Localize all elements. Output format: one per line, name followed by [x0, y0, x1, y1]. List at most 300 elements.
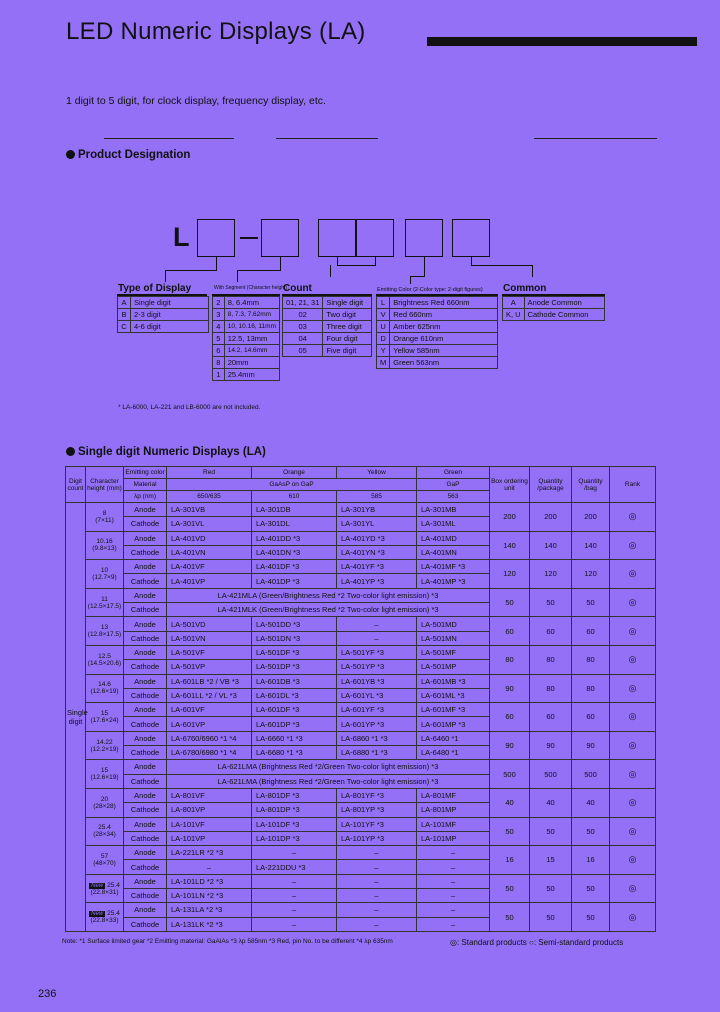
table-row — [213, 321, 280, 333]
connector-line — [165, 270, 217, 271]
table-cell: Cathode Common — [524, 309, 604, 321]
height-cell — [86, 645, 124, 674]
table-row — [66, 788, 656, 802]
part-number-orange: LA-6680 *1 *3 — [252, 746, 337, 760]
part-box — [356, 219, 394, 257]
package-size: (12.5×17.5) — [87, 602, 122, 610]
common-cell: Anode — [124, 560, 167, 574]
part-number-red: LA-101VF — [167, 817, 252, 831]
height-value: 25.4 — [107, 881, 120, 889]
package-size: (22.8×31) — [90, 888, 119, 896]
common-cell: Cathode — [124, 688, 167, 702]
height-cell — [86, 674, 124, 703]
green-header: Green — [417, 467, 490, 479]
table-row — [66, 645, 656, 659]
table-cell: Anode Common — [524, 297, 604, 309]
common-cell: Cathode — [124, 574, 167, 588]
rank-standard-icon: ◎ — [610, 703, 656, 732]
size-header: With Segment (Character height) — [214, 285, 288, 291]
divider-line — [534, 138, 657, 139]
part-number-red: LA-801VP — [167, 803, 252, 817]
pkg-quantity-cell: 50 — [530, 903, 572, 932]
box-quantity-cell: 90 — [490, 731, 530, 760]
part-number-red: LA-801VF — [167, 788, 252, 802]
part-number-orange: LA-501DP *3 — [252, 660, 337, 674]
height-cell — [86, 703, 124, 732]
common-cell: Cathode — [124, 603, 167, 617]
common-cell: Cathode — [124, 746, 167, 760]
package-size: (12.7×9) — [92, 573, 117, 581]
part-number-red: LA-101VP — [167, 831, 252, 845]
part-number-red: LA-601VP — [167, 717, 252, 731]
bag-quantity-cell: 140 — [572, 531, 610, 560]
part-number-green: LA-401MF *3 — [417, 560, 490, 574]
common-cell: Cathode — [124, 717, 167, 731]
table-row — [503, 309, 605, 321]
table-cell: Yellow 585nm — [390, 345, 498, 357]
part-number-green: LA-801MF — [417, 788, 490, 802]
digit-count-header: Digit count — [66, 467, 86, 503]
table-cell: C — [118, 321, 131, 333]
connector-line — [410, 276, 411, 284]
table-cell: Green 563nm — [390, 357, 498, 369]
part-number-yellow: LA-501YF *3 — [337, 645, 417, 659]
wl-green: 563 — [417, 491, 490, 503]
common-cell: Anode — [124, 645, 167, 659]
package-size: (12.6×19) — [90, 688, 119, 696]
package-size: (12.6×19) — [90, 774, 119, 782]
part-number-green: LA-6480 *1 — [417, 746, 490, 760]
table-cell: 8 — [213, 357, 225, 369]
table-header-row — [66, 467, 656, 479]
box-quantity-cell: 60 — [490, 617, 530, 646]
box-quantity-cell: 80 — [490, 645, 530, 674]
part-number-green: – — [417, 903, 490, 917]
part-number-red: LA-601VF — [167, 703, 252, 717]
gap-header: GaP — [417, 479, 490, 491]
table-row — [66, 703, 656, 717]
bag-quantity-cell: 60 — [572, 617, 610, 646]
part-number-red: LA-501VP — [167, 660, 252, 674]
single-digit-table — [65, 466, 656, 932]
table-cell: 2 — [213, 297, 225, 309]
part-number-green: LA-401MP *3 — [417, 574, 490, 588]
common-cell: Anode — [124, 503, 167, 517]
common-cell: Cathode — [124, 631, 167, 645]
part-number-green: – — [417, 874, 490, 888]
table-cell: L — [377, 297, 390, 309]
bag-quantity-cell: 90 — [572, 731, 610, 760]
part-number-red: – — [167, 860, 252, 874]
bag-quantity-cell: 50 — [572, 903, 610, 932]
height-cell — [86, 617, 124, 646]
page-number: 236 — [38, 988, 57, 1000]
box-quantity-cell: 200 — [490, 503, 530, 532]
height-cell — [86, 788, 124, 817]
table-cell: 03 — [283, 321, 323, 333]
package-size: (48×70) — [93, 859, 116, 867]
common-cell: Cathode — [124, 917, 167, 931]
part-number-orange: LA-501DD *3 — [252, 617, 337, 631]
table-row — [66, 760, 656, 774]
part-number-green: LA-801MP — [417, 803, 490, 817]
designation-heading — [66, 149, 190, 161]
height-cell — [86, 503, 124, 532]
bag-quantity-cell: 120 — [572, 560, 610, 589]
part-number-yellow: LA-401YD *3 — [337, 531, 417, 545]
part-number-red: LA-6780/6980 *1 *4 — [167, 746, 252, 760]
table-cell: 5 — [213, 333, 225, 345]
wl-orange: 610 — [252, 491, 337, 503]
part-number-red: LA-301VL — [167, 517, 252, 531]
part-number-yellow: – — [337, 917, 417, 931]
table-cell: Red 660nm — [390, 309, 498, 321]
divider-line — [104, 138, 234, 139]
size-table — [212, 296, 280, 381]
table-row — [377, 357, 498, 369]
table-row — [213, 357, 280, 369]
part-number-red: LA-401VN — [167, 545, 252, 559]
color-label-header: Emitting color — [124, 467, 167, 479]
part-number-green: LA-601MP *3 — [417, 717, 490, 731]
part-number-green: LA-301ML — [417, 517, 490, 531]
part-number-orange: LA-401DP *3 — [252, 574, 337, 588]
common-cell: Cathode — [124, 774, 167, 788]
table-cell: Four digit — [323, 333, 372, 345]
package-size: (22.8×33) — [90, 917, 119, 925]
part-number-cell: LA-621LMA (Brightness Red *2/Green Two-color light emission) *3 — [167, 774, 490, 788]
height-cell — [86, 874, 124, 903]
rank-standard-icon: ◎ — [610, 874, 656, 903]
rank-standard-icon: ◎ — [610, 903, 656, 932]
rank-standard-icon: ◎ — [610, 731, 656, 760]
height-value: 57 — [100, 852, 109, 860]
part-number-red: LA-221LR *2 *3 — [167, 846, 252, 860]
table-cell: Five digit — [323, 345, 372, 357]
part-number-red: LA-401VD — [167, 531, 252, 545]
height-value: 15 — [100, 767, 109, 775]
table-cell: A — [118, 297, 131, 309]
bag-quantity-cell: 60 — [572, 703, 610, 732]
table-row — [283, 333, 372, 345]
box-quantity-cell: 50 — [490, 903, 530, 932]
table-cell: 3 — [213, 309, 225, 321]
rank-standard-icon: ◎ — [610, 617, 656, 646]
part-number-yellow: LA-501YP *3 — [337, 660, 417, 674]
part-number-red: LA-501VF — [167, 645, 252, 659]
package-size: (28×34) — [93, 831, 116, 839]
part-number-green: LA-301MB — [417, 503, 490, 517]
box-quantity-cell: 40 — [490, 788, 530, 817]
common-cell: Cathode — [124, 660, 167, 674]
part-number-yellow: – — [337, 889, 417, 903]
part-number-green: – — [417, 846, 490, 860]
box-quantity-cell: 90 — [490, 674, 530, 703]
connector-line — [280, 257, 281, 270]
connector-line — [240, 237, 258, 239]
pkg-quantity-cell: 140 — [530, 531, 572, 560]
digit-count-cell: Single digit — [66, 503, 86, 932]
part-number-green: – — [417, 917, 490, 931]
part-number-green: – — [417, 889, 490, 903]
table-cell: 02 — [283, 309, 323, 321]
yellow-header: Yellow — [337, 467, 417, 479]
common-cell: Cathode — [124, 803, 167, 817]
part-number-orange: LA-101DP *3 — [252, 831, 337, 845]
table-cell: 2-3 digit — [131, 309, 209, 321]
box-quantity-cell: 50 — [490, 874, 530, 903]
table-row — [66, 617, 656, 631]
pkg-quantity-cell: 60 — [530, 703, 572, 732]
table-cell: 1 — [213, 369, 225, 381]
part-number-green: LA-101MP — [417, 831, 490, 845]
part-number-red: LA-501VD — [167, 617, 252, 631]
part-number-yellow: LA-401YP *3 — [337, 574, 417, 588]
part-number-green: LA-101MF — [417, 817, 490, 831]
connector-line — [532, 265, 533, 277]
part-number-yellow: – — [337, 846, 417, 860]
bag-quantity-cell: 16 — [572, 846, 610, 875]
part-number-yellow: LA-101YP *3 — [337, 831, 417, 845]
height-value: 10.16 — [96, 538, 113, 546]
part-number-orange: LA-501DN *3 — [252, 631, 337, 645]
page-title: LED Numeric Displays (LA) — [66, 18, 366, 45]
table-cell: 8, 6.4mm — [224, 297, 279, 309]
table-row — [503, 297, 605, 309]
footnote: Note: *1 Surface limited gear *2 Emitting material: GaAlAs *3 λp 585nm *3 Red, pin No. to be different *4 λp 635nm — [62, 938, 393, 945]
color-table — [376, 296, 498, 369]
pkg-quantity-cell: 80 — [530, 645, 572, 674]
part-number-yellow: – — [337, 860, 417, 874]
height-cell — [86, 560, 124, 589]
part-number-yellow: – — [337, 874, 417, 888]
table-row — [377, 321, 498, 333]
table-cell: Amber 625nm — [390, 321, 498, 333]
height-cell — [86, 846, 124, 875]
part-number-green: LA-501MF — [417, 645, 490, 659]
rank-standard-icon: ◎ — [610, 846, 656, 875]
qty-bag-header: Quantity /bag — [572, 467, 610, 503]
common-table — [502, 296, 605, 321]
pkg-quantity-cell: 200 — [530, 503, 572, 532]
count-table — [282, 296, 372, 357]
package-size: (9.8×13) — [92, 545, 117, 553]
package-size: (12.2×19) — [90, 745, 119, 753]
height-value: 12.5 — [98, 652, 111, 660]
bag-quantity-cell: 50 — [572, 817, 610, 846]
part-number-yellow: LA-6860 *1 *3 — [337, 731, 417, 745]
bullet-icon — [66, 150, 75, 159]
part-number-orange: – — [252, 874, 337, 888]
common-cell: Anode — [124, 531, 167, 545]
pkg-quantity-cell: 50 — [530, 588, 572, 617]
table-row — [213, 297, 280, 309]
table-row — [118, 297, 209, 309]
height-value: 20 — [100, 795, 109, 803]
box-unit-header: Box ordering unit — [490, 467, 530, 503]
connector-line — [237, 270, 281, 271]
package-size: (14.5×20.6) — [87, 659, 122, 667]
table-cell: V — [377, 309, 390, 321]
pkg-quantity-cell: 90 — [530, 731, 572, 760]
table-row — [213, 369, 280, 381]
part-number-orange: LA-301DL — [252, 517, 337, 531]
part-number-orange: – — [252, 846, 337, 860]
part-number-orange: – — [252, 889, 337, 903]
material-label-header: Material — [124, 479, 167, 491]
part-number-orange: LA-801DF *3 — [252, 788, 337, 802]
part-number-cell: LA-421MLK (Green/Brightness Red *2 Two-color light emission) *3 — [167, 603, 490, 617]
height-cell — [86, 588, 124, 617]
part-number-green: LA-401MN — [417, 545, 490, 559]
table-row — [377, 333, 498, 345]
table-cell: Three digit — [323, 321, 372, 333]
rank-standard-icon: ◎ — [610, 674, 656, 703]
table-row — [283, 309, 372, 321]
table-row — [66, 531, 656, 545]
pkg-quantity-cell: 80 — [530, 674, 572, 703]
part-number-red: LA-401VF — [167, 560, 252, 574]
part-number-orange: LA-601DB *3 — [252, 674, 337, 688]
table-cell: B — [118, 309, 131, 321]
table-row — [283, 297, 372, 309]
part-number-yellow: LA-301YL — [337, 517, 417, 531]
bag-quantity-cell: 80 — [572, 645, 610, 674]
part-number-orange: LA-401DN *3 — [252, 545, 337, 559]
part-number-red: LA-6760/6960 *1 *4 — [167, 731, 252, 745]
connector-line — [216, 257, 217, 270]
table-row — [66, 503, 656, 517]
height-value: 14.22 — [96, 738, 113, 746]
designation-heading-text: Product Designation — [78, 149, 191, 161]
bag-quantity-cell: 500 — [572, 760, 610, 789]
height-value: 14.6 — [98, 681, 111, 689]
table-cell: M — [377, 357, 390, 369]
table-cell: Y — [377, 345, 390, 357]
bag-quantity-cell: 200 — [572, 503, 610, 532]
height-value: 15 — [100, 709, 109, 717]
common-cell: Anode — [124, 617, 167, 631]
table-row — [377, 297, 498, 309]
table-cell: 20mm — [224, 357, 279, 369]
part-number-red: LA-101LD *2 *3 — [167, 874, 252, 888]
table-cell: Single digit — [131, 297, 209, 309]
common-cell: Anode — [124, 903, 167, 917]
table-cell: A — [503, 297, 525, 309]
part-box — [318, 219, 356, 257]
common-header: Common — [503, 283, 547, 294]
pkg-quantity-cell: 120 — [530, 560, 572, 589]
part-number-orange: LA-301DB — [252, 503, 337, 517]
box-quantity-cell: 500 — [490, 760, 530, 789]
prefix-letter: L — [173, 222, 190, 252]
common-cell: Anode — [124, 817, 167, 831]
box-quantity-cell: 140 — [490, 531, 530, 560]
single-digit-heading-text: Single digit Numeric Displays (LA) — [78, 446, 266, 458]
table-cell: 01, 21, 31 — [283, 297, 323, 309]
wl-yellow: 585 — [337, 491, 417, 503]
part-number-orange: LA-6660 *1 *3 — [252, 731, 337, 745]
part-number-yellow: LA-801YF *3 — [337, 788, 417, 802]
height-cell — [86, 903, 124, 932]
table-row — [213, 345, 280, 357]
color-header: Emitting Color (2-Color type: 2-digit figures) — [377, 287, 483, 293]
common-cell: Anode — [124, 674, 167, 688]
pkg-quantity-cell: 60 — [530, 617, 572, 646]
part-number-orange: LA-501DF *3 — [252, 645, 337, 659]
part-number-cell: LA-621LMA (Brightness Red *2/Green Two-color light emission) *3 — [167, 760, 490, 774]
height-value: 10 — [100, 566, 109, 574]
connector-line — [424, 257, 425, 277]
height-value: 11 — [101, 595, 108, 603]
table-row — [377, 309, 498, 321]
pkg-quantity-cell: 50 — [530, 817, 572, 846]
table-cell: 4-6 digit — [131, 321, 209, 333]
bag-quantity-cell: 80 — [572, 674, 610, 703]
pkg-quantity-cell: 500 — [530, 760, 572, 789]
part-number-yellow: LA-601YL *3 — [337, 688, 417, 702]
part-number-red: LA-301VB — [167, 503, 252, 517]
table-row — [213, 309, 280, 321]
table-cell: D — [377, 333, 390, 345]
height-cell — [86, 817, 124, 846]
part-number-yellow: LA-101YF *3 — [337, 817, 417, 831]
rank-standard-icon: ◎ — [610, 531, 656, 560]
part-box — [405, 219, 443, 257]
wavelength-label-header: λp (nm) — [124, 491, 167, 503]
package-size: (7×11) — [95, 516, 114, 524]
part-number-orange: LA-401DF *3 — [252, 560, 337, 574]
qty-package-header: Quantity /package — [530, 467, 572, 503]
common-cell: Cathode — [124, 860, 167, 874]
height-cell — [86, 760, 124, 789]
box-quantity-cell: 120 — [490, 560, 530, 589]
rank-standard-icon: ◎ — [610, 588, 656, 617]
part-number-yellow: LA-601YF *3 — [337, 703, 417, 717]
connector-line — [330, 265, 331, 277]
new-badge: New — [91, 911, 104, 918]
part-number-red: LA-601LB *2 / VB *3 — [167, 674, 252, 688]
table-cell: U — [377, 321, 390, 333]
height-value: 8 — [102, 509, 107, 517]
bag-quantity-cell: 40 — [572, 788, 610, 817]
table-row — [66, 731, 656, 745]
part-number-red: LA-131LA *2 *3 — [167, 903, 252, 917]
table-cell: 4 — [213, 321, 225, 333]
part-number-orange: LA-221DDU *3 — [252, 860, 337, 874]
connector-line — [237, 270, 238, 282]
common-cell: Anode — [124, 703, 167, 717]
table-row — [213, 333, 280, 345]
rank-standard-icon: ◎ — [610, 560, 656, 589]
table-row — [118, 321, 209, 333]
bag-quantity-cell: 50 — [572, 874, 610, 903]
connector-line — [471, 265, 533, 266]
orange-header: Orange — [252, 467, 337, 479]
part-number-red: LA-101LN *2 *3 — [167, 889, 252, 903]
table-row — [283, 321, 372, 333]
table-row — [66, 674, 656, 688]
table-cell: 25.4mm — [224, 369, 279, 381]
height-cell — [86, 531, 124, 560]
table-row — [66, 588, 656, 602]
rank-standard-icon: ◎ — [610, 503, 656, 532]
new-badge: New — [91, 882, 104, 889]
table-row — [377, 345, 498, 357]
part-number-red: LA-401VP — [167, 574, 252, 588]
part-number-green: LA-501MN — [417, 631, 490, 645]
part-number-green: LA-6460 *1 — [417, 731, 490, 745]
